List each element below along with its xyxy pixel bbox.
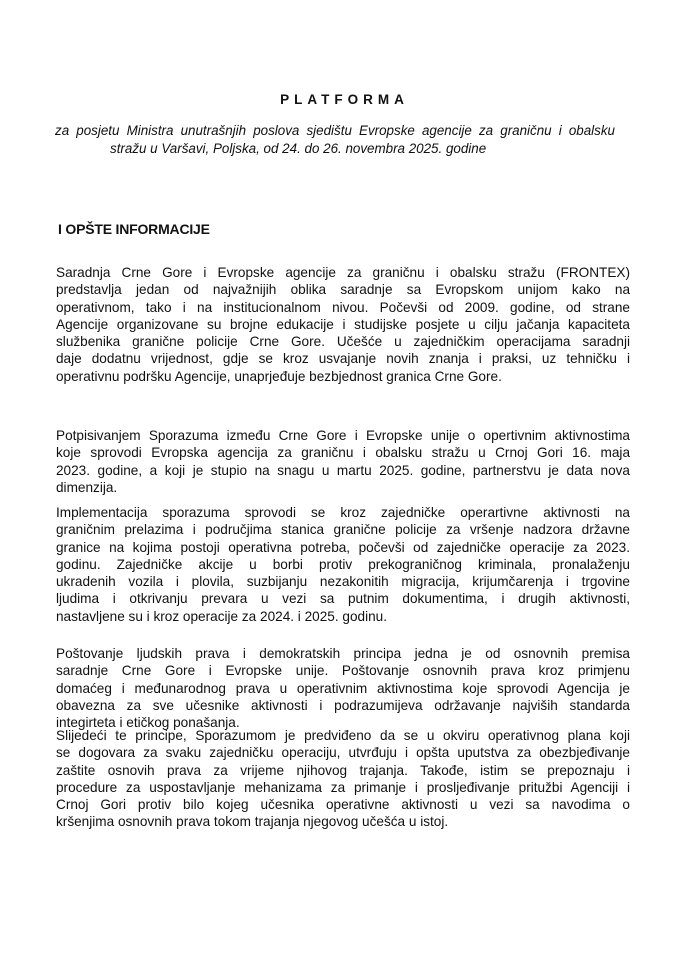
subtitle-line-2: stražu u Varšavi, Poljska, od 24. do 26. novembra 2025. godine xyxy=(110,141,487,156)
paragraph xyxy=(56,264,630,385)
paragraph xyxy=(56,727,630,831)
paragraph xyxy=(56,427,630,496)
paragraph-line: nastavljene su i kroz operacije za 2024. i 2025. godinu. xyxy=(56,608,387,624)
paragraph-line: zaštite osnovih prava za vrijeme njihovog trajanja. Takođe, istim se prepoznaju i xyxy=(56,762,630,778)
paragraph-line: se dogovara za svaku zajedničku operaciju, utvrđuju i opšta uputstva za obezbjeđivanje xyxy=(56,745,630,761)
paragraph-line: dimenzija. xyxy=(56,479,118,495)
paragraph xyxy=(56,504,630,625)
paragraph-line: Potpisivanjem Sporazuma između Crne Gore i Evropske unije o opertivnim aktivnostima xyxy=(56,428,630,443)
paragraph-line: Saradnja Crne Gore i Evropske agencije za graničnu i obalsku stražu (FRONTEX) xyxy=(56,265,630,280)
paragraph-line: ljudima i otkrivanju prevara u vezi sa putnim dokumentima, i drugih aktivnosti, xyxy=(56,591,630,607)
paragraph-line: saradnje Crne Gore i Evropske unije. Poštovanje osnovnih prava kroz primjenu xyxy=(56,663,630,679)
paragraph-line: obavezna za sve učesnike aktivnosti i podrazumijeva održavanje najviših standarda xyxy=(56,697,630,713)
paragraph-line: granice na kojima postoji operativna potreba, počevši od zajedničke operacije za 2023. xyxy=(56,539,630,555)
subtitle-line-1: za posjetu Ministra unutrašnjih poslova sjedištu Evropske agencije za graničnu i obalsku xyxy=(55,123,615,138)
paragraph-line: koje sprovodi Evropska agencija za graničnu i obalsku stražu u Crnoj Gori 16. maja xyxy=(56,445,630,461)
paragraph-line: Agencije organizovane su brojne edukacije i studijske posjete u cilju jačanja kapaciteta xyxy=(56,316,630,332)
document-title: PLATFORMA xyxy=(280,92,409,107)
paragraph xyxy=(56,645,630,731)
paragraph-line: daje dodatnu vrijednost, gdje se kroz usvajanje novih znanja i praksi, uz tehničku i xyxy=(56,351,630,367)
paragraph-line: 2023. godine, a koji je stupio na snagu u martu 2025. godine, partnerstvu je data nova xyxy=(56,462,630,478)
paragraph-line: predstavlja jedan od najvažnijih oblika saradnje sa Evropskom unijom kako na xyxy=(56,282,630,298)
paragraph-line: kršenjima osnovnih prava tokom trajanja njegovog učešća u istoj. xyxy=(56,814,449,830)
paragraph-line: Implementacija sporazuma sprovodi se kroz zajedničke operartivne aktivnosti na xyxy=(56,505,630,520)
section-heading: I OPŠTE INFORMACIJE xyxy=(58,221,210,237)
paragraph-line: operativnom, tako i na institucionalnom nivou. Počevši od 2009. godine, od strane xyxy=(56,299,630,315)
paragraph-line: Poštovanje ljudskih prava i demokratskih principa jedna je od osnovnih premisa xyxy=(56,646,630,661)
paragraph-line: godinu. Zajedničke akcije u borbi protiv prekograničnog kriminala, pronalaženju xyxy=(56,556,630,572)
paragraph-line: procedure za uspostavljanje mehanizama za primanje i prosljeđivanje pritužbi Agenciji i xyxy=(56,779,630,795)
paragraph-line: graničnim prelazima i područjima stanica granične policije za vršenje nadzora državne xyxy=(56,522,630,538)
paragraph-line: Slijedeći te principe, Sporazumom je predviđeno da se u okviru operativnog plana koji xyxy=(56,728,630,743)
paragraph-line: integirteta i etičkog ponašanja. xyxy=(56,715,240,731)
paragraph-line: ukradenih vozila i plovila, suzbijanju nezakonitih migracija, krijumčarenja i trgovine xyxy=(56,574,630,590)
paragraph-line: službenika granične policije Crne Gore. Učešće u zajedničkim operacijama saradnji xyxy=(56,334,630,350)
paragraph-line: Crnoj Gori protiv bilo kojeg učesnika operativne aktivnosti u vezi sa navodima o xyxy=(56,797,630,813)
paragraph-line: operativnu podršku Agencije, unaprjeđuje bezbjednost granica Crne Gore. xyxy=(56,368,502,384)
paragraph-line: domaćeg i međunarodnog prava u operativnim aktivnostima koje sprovodi Agencija je xyxy=(56,680,630,696)
